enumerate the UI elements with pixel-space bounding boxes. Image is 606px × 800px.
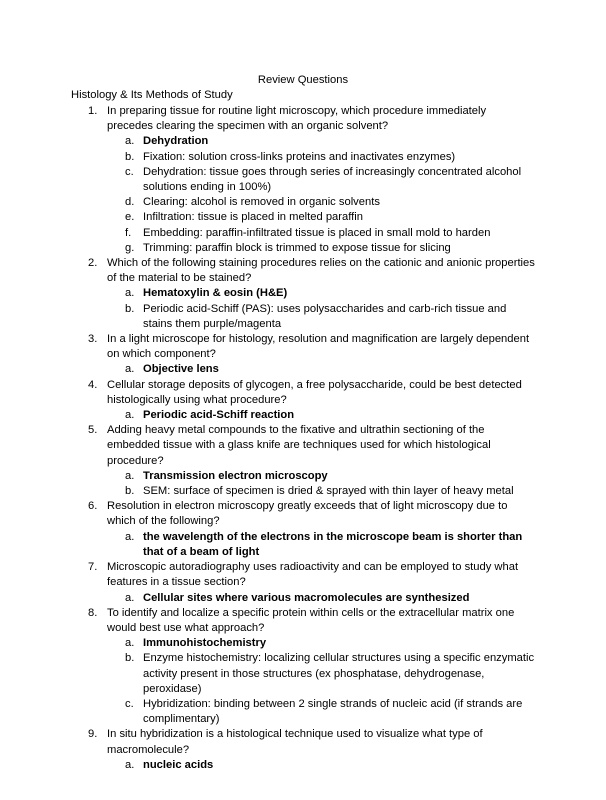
correct-answer (0, 469, 535, 484)
question-text: In preparing tissue for routine light microscopy, which procedure immediately precedes clearing the specimen with an organic solvent? (107, 105, 487, 133)
answer-letter: e. (125, 211, 135, 224)
answer-letter: a. (125, 591, 135, 604)
answer-note (0, 195, 535, 210)
answer-letter: a. (125, 530, 135, 543)
answer-letter: g. (125, 241, 135, 254)
question-number: 5. (88, 424, 98, 437)
answer-letter: a. (125, 363, 135, 376)
answer-list (107, 286, 535, 332)
question-number: 8. (88, 606, 98, 619)
answer-letter: a. (125, 469, 135, 482)
question-item (0, 378, 535, 424)
question-number: 3. (88, 333, 98, 346)
correct-answer (0, 636, 535, 651)
answer-text: Enzyme histochemistry: localizing cellular structures using a specific enzymatic activity present in those structures (ex phosphatase, dehydrogenase, peroxidase) (143, 652, 535, 695)
answer-letter: b. (125, 302, 135, 315)
question-item (0, 256, 535, 332)
answer-note (0, 484, 535, 499)
answer-note (0, 241, 535, 256)
question-item (0, 560, 535, 606)
answer-text: Dehydration: tissue goes through series of increasingly concentrated alcohol solutions ending in 100%) (143, 165, 522, 194)
answer-text: Cellular sites where various macromolecules are synthesized (143, 591, 470, 604)
correct-answer (0, 591, 535, 606)
answer-list (107, 758, 535, 773)
answer-letter: a. (125, 287, 135, 300)
answer-note (0, 210, 535, 225)
question-text: To identify and localize a specific protein within cells or the extracellular matrix one would best use what approach? (107, 606, 515, 634)
answer-note (0, 697, 535, 727)
question-item (0, 332, 535, 378)
answer-list (107, 408, 535, 423)
answer-text: Fixation: solution cross-links proteins and inactivates enzymes) (143, 150, 456, 163)
answer-text: Hematoxylin & eosin (H&E) (143, 287, 288, 300)
correct-answer (0, 362, 535, 377)
question-list (0, 104, 606, 773)
answer-list (107, 591, 535, 606)
question-text: Microscopic autoradiography uses radioactivity and can be employed to study what features in a tissue section? (107, 561, 519, 589)
answer-text: Objective lens (143, 363, 219, 376)
question-text: Adding heavy metal compounds to the fixative and ultrathin sectioning of the embedded tissue with a glass knife are techniques used for which histological procedure? (107, 424, 491, 467)
question-number: 4. (88, 378, 98, 391)
answer-note (0, 150, 535, 165)
answer-letter: b. (125, 485, 135, 498)
question-text: Cellular storage deposits of glycogen, a free polysaccharide, could be best detected histologically using what procedure? (107, 378, 522, 406)
question-number: 2. (88, 257, 98, 270)
answer-note (0, 165, 535, 195)
answer-letter: c. (125, 697, 134, 710)
answer-list (107, 362, 535, 377)
answer-list (107, 134, 535, 256)
question-text: In a light microscope for histology, resolution and magnification are largely dependent on which component? (107, 333, 530, 361)
question-number: 7. (88, 561, 98, 574)
question-item (0, 423, 535, 499)
answer-text: Infiltration: tissue is placed in melted paraffin (143, 211, 363, 224)
answer-note (0, 651, 535, 697)
answer-text: the wavelength of the electrons in the microscope beam is shorter than that of a beam of light (143, 530, 523, 558)
answer-letter: a. (125, 135, 135, 148)
answer-note (0, 302, 535, 332)
answer-list (107, 469, 535, 499)
answer-letter: d. (125, 196, 135, 209)
answer-letter: c. (125, 165, 134, 178)
answer-text: Transmission electron microscopy (143, 469, 328, 482)
question-item (0, 606, 535, 728)
answer-letter: a. (125, 758, 135, 771)
question-text: Which of the following staining procedures relies on the cationic and anionic properties of the material to be stained? (107, 257, 535, 285)
page-title: Review Questions (257, 74, 349, 86)
answer-text: Periodic acid-Schiff (PAS): uses polysaccharides and carb-rich tissue and stains them purple/magenta (143, 302, 507, 330)
correct-answer (0, 530, 535, 560)
answer-letter: b. (125, 652, 135, 665)
question-number: 1. (88, 105, 98, 117)
question-item (0, 727, 535, 773)
question-number: 6. (88, 500, 98, 513)
answer-text: Clearing: alcohol is removed in organic solvents (143, 196, 380, 209)
correct-answer (0, 408, 535, 423)
answer-letter: a. (125, 409, 135, 422)
answer-text: Hybridization: binding between 2 single strands of nucleic acid (if strands are complimentary) (143, 697, 523, 726)
answer-list (107, 530, 535, 560)
answer-list (107, 636, 535, 727)
correct-answer (0, 134, 535, 149)
question-text: Resolution in electron microscopy greatly exceeds that of light microscopy due to which of the following? (107, 500, 508, 528)
section-heading: Histology & Its Methods of Study (71, 89, 233, 101)
answer-text: Dehydration (143, 135, 209, 148)
correct-answer (0, 758, 535, 773)
answer-text: Embedding: paraffin-infiltrated tissue is placed in small mold to harden (143, 226, 491, 239)
answer-text: nucleic acids (143, 758, 214, 771)
question-item (0, 104, 535, 256)
answer-text: SEM: surface of specimen is dried & sprayed with thin layer of heavy metal (143, 485, 514, 498)
answer-letter: b. (125, 150, 135, 163)
answer-text: Periodic acid-Schiff reaction (143, 409, 295, 422)
correct-answer (0, 286, 535, 301)
answer-note (0, 226, 535, 241)
question-number: 9. (88, 728, 98, 741)
answer-text: Trimming: paraffin block is trimmed to expose tissue for slicing (143, 241, 451, 254)
answer-letter: a. (125, 637, 135, 650)
answer-letter: f. (125, 226, 132, 239)
question-item (0, 499, 535, 560)
answer-text: Immunohistochemistry (143, 637, 267, 650)
question-text: In situ hybridization is a histological technique used to visualize what type of macromolecule? (107, 728, 483, 756)
